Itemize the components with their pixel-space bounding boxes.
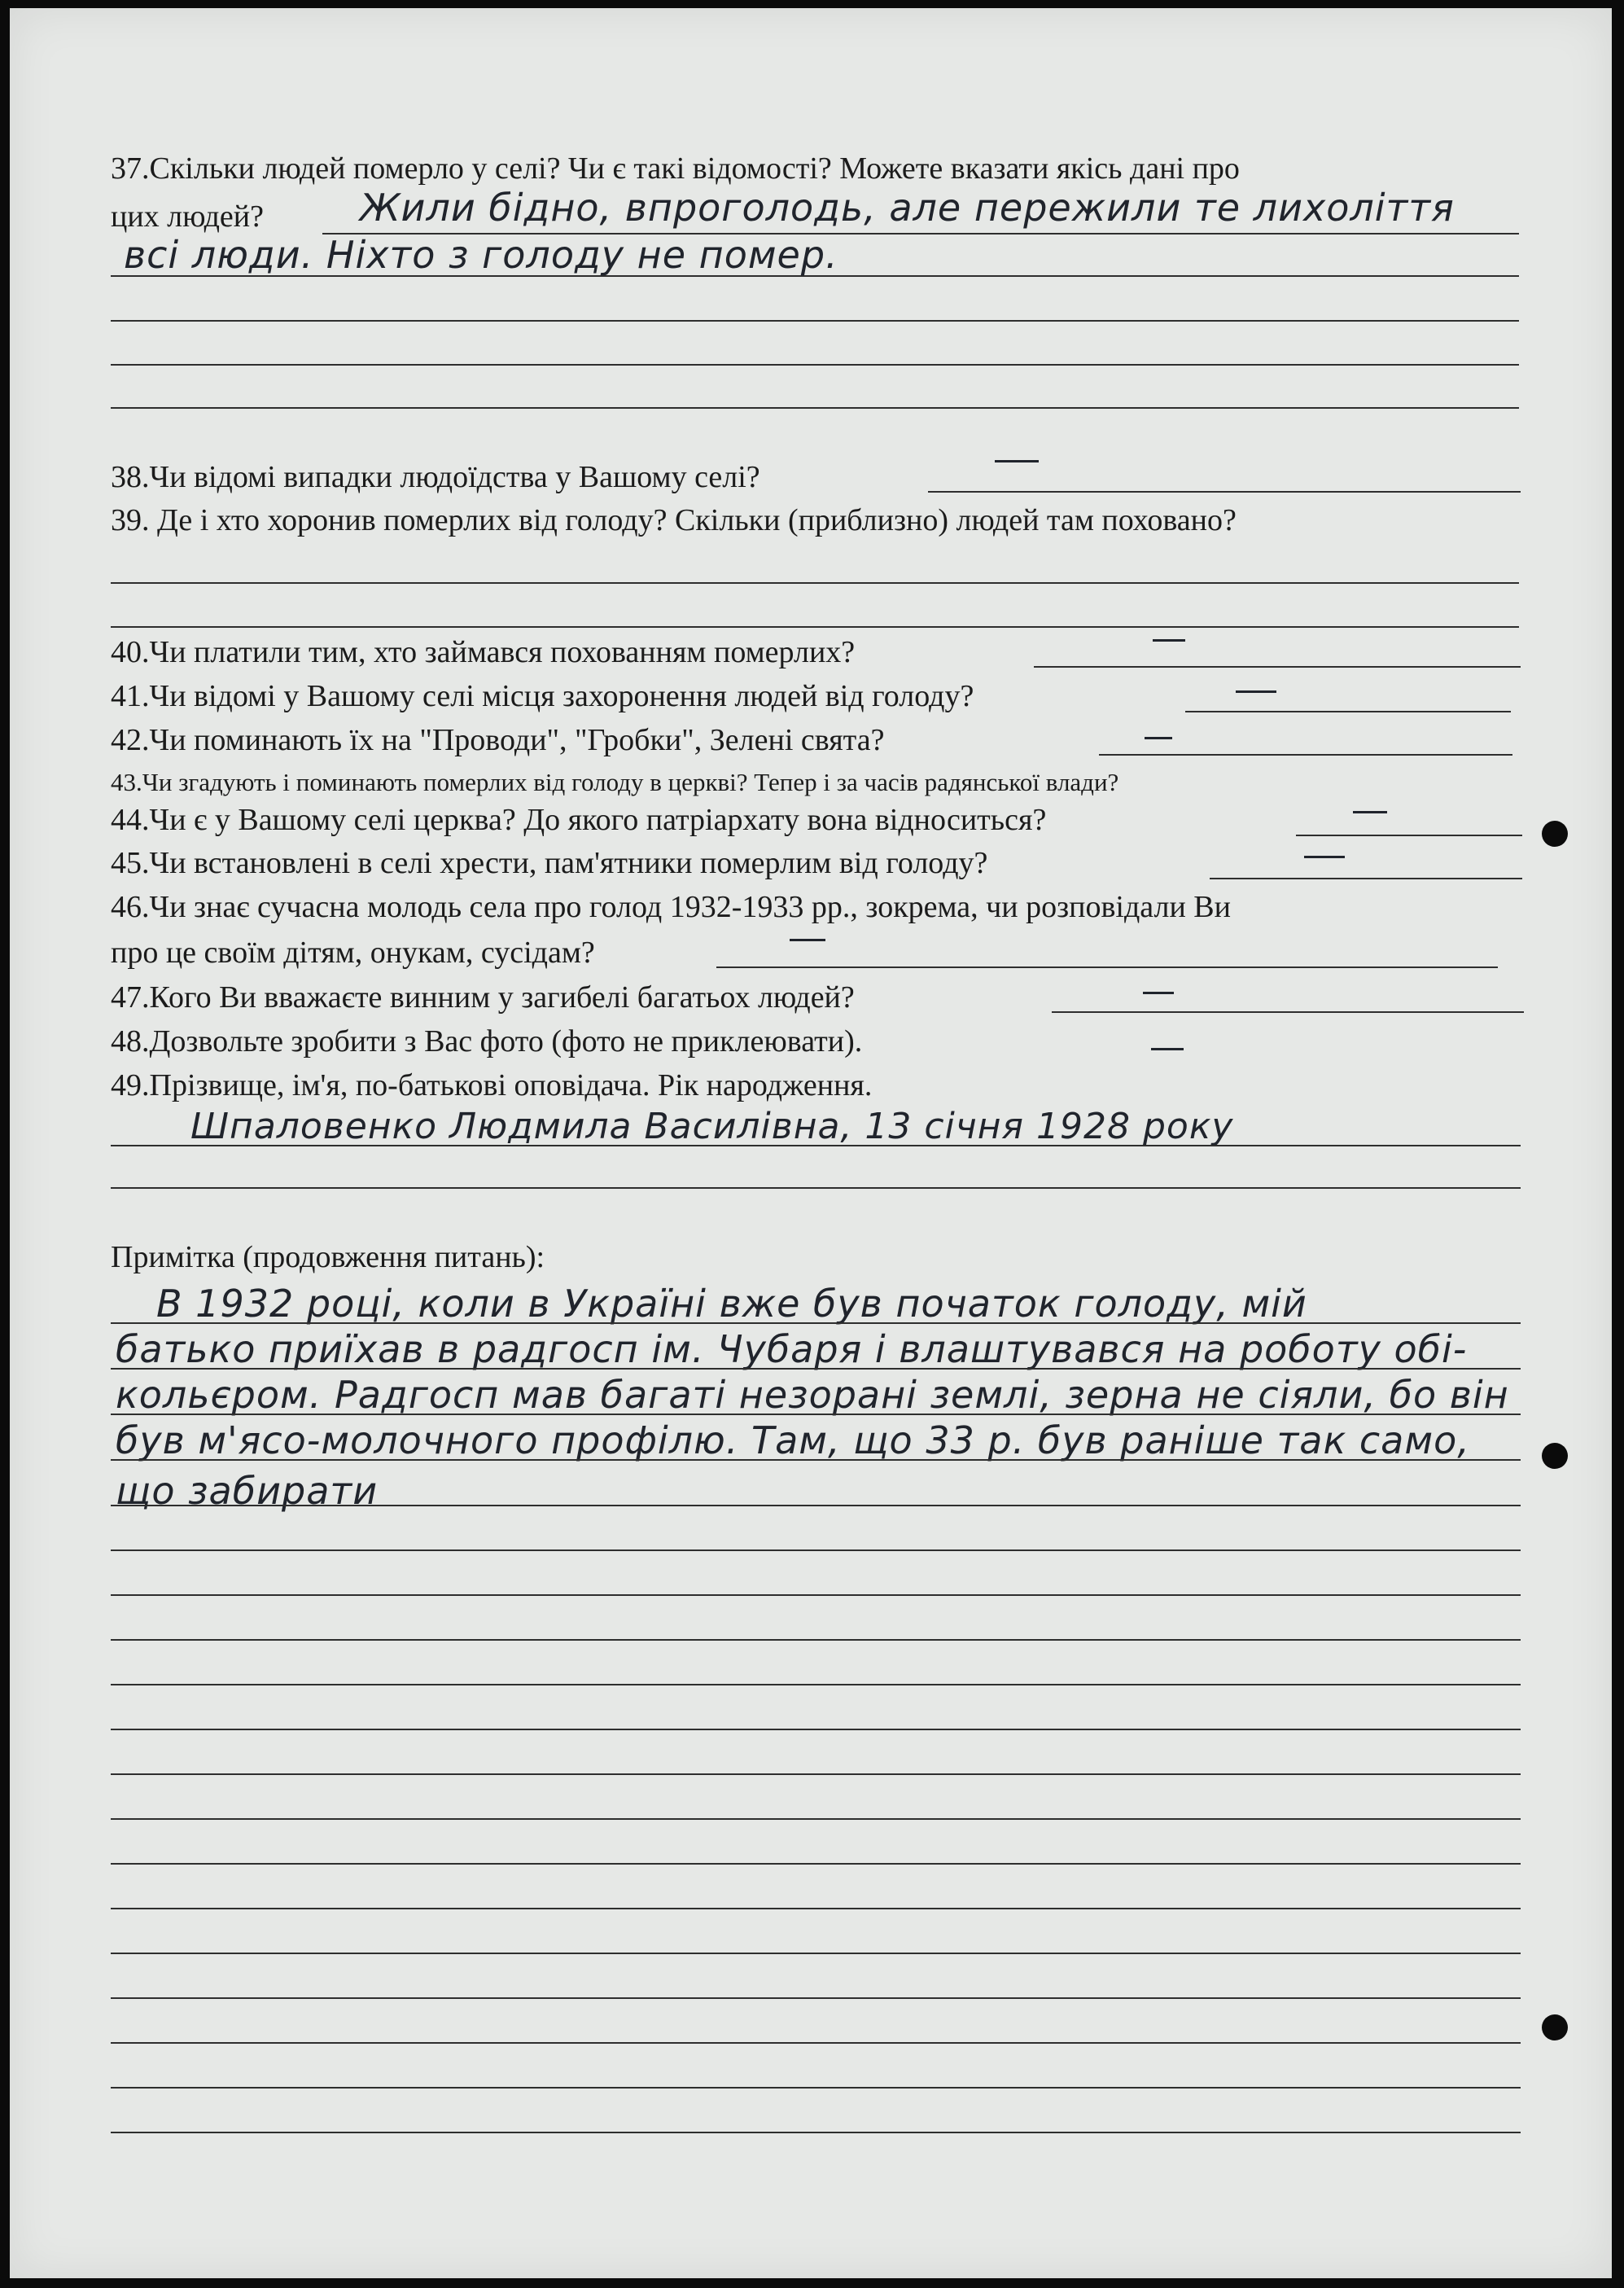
answer-line xyxy=(1099,754,1512,756)
answer-44-dash xyxy=(1353,811,1387,813)
note-line xyxy=(111,1639,1521,1641)
note-line xyxy=(111,1549,1521,1551)
answer-line xyxy=(1296,835,1522,836)
note-line xyxy=(111,1594,1521,1596)
question-46: 46.Чи знає сучасна молодь села про голод 1932-1933 рр., зокрема, чи розповідали Ви xyxy=(111,890,1231,924)
note-line xyxy=(111,1908,1521,1909)
answer-line xyxy=(111,320,1519,322)
answer-line xyxy=(1185,711,1511,712)
answer-47-dash xyxy=(1143,992,1174,994)
question-46-cont: про це своїм дітям, онукам, сусідам? xyxy=(111,936,595,970)
answer-38-dash xyxy=(995,460,1039,462)
question-38: 38.Чи відомі випадки людоїдства у Вашому селі? xyxy=(111,460,760,494)
question-37: 37.Скільки людей померло у селі? Чи є такі відомості? Можете вказати якісь дані про xyxy=(111,151,1240,186)
question-47: 47.Кого Ви вважаєте винним у загибелі багатьох людей? xyxy=(111,980,855,1015)
answer-line xyxy=(111,364,1519,366)
answer-line xyxy=(111,1187,1521,1189)
note-line xyxy=(111,1684,1521,1685)
question-48: 48.Дозвольте зробити з Вас фото (фото не приклеювати). xyxy=(111,1024,863,1059)
note-line-4: був м'ясо-молочного профілю. Там, що 33 р. був раніше так само, xyxy=(116,1418,1470,1462)
punch-hole xyxy=(1542,1443,1568,1469)
note-line xyxy=(111,1863,1521,1865)
answer-37-line-1: Жили бідно, впроголодь, але пережили те лихоліття xyxy=(360,186,1455,230)
note-line xyxy=(111,2087,1521,2089)
question-45: 45.Чи встановлені в селі хрести, пам'ятники померлим від голоду? xyxy=(111,846,988,880)
answer-line xyxy=(1034,666,1521,668)
note-line xyxy=(111,1953,1521,1954)
question-37-cont: цих людей? xyxy=(111,199,264,234)
note-line xyxy=(111,1414,1521,1415)
question-43: 43.Чи згадують і поминають померлих від голоду в церкві? Тепер і за часів радянської влади? xyxy=(111,768,1119,796)
answer-45-dash xyxy=(1304,856,1345,858)
questionnaire-page xyxy=(10,8,1612,2278)
answer-line xyxy=(716,966,1498,968)
question-41: 41.Чи відомі у Вашому селі місця захоронення людей від голоду? xyxy=(111,679,974,713)
question-40: 40.Чи платили тим, хто займався похованням померлих? xyxy=(111,635,856,669)
answer-line xyxy=(111,407,1519,409)
note-line-1: В 1932 році, коли в Україні вже був початок голоду, мій xyxy=(156,1282,1307,1326)
answer-37-line-2: всі люди. Ніхто з голоду не помер. xyxy=(124,233,838,277)
note-line xyxy=(111,2132,1521,2133)
answer-line xyxy=(1210,878,1522,879)
question-44: 44.Чи є у Вашому селі церква? До якого патріархату вона відноситься? xyxy=(111,803,1047,837)
note-line xyxy=(111,1368,1521,1370)
note-line xyxy=(111,1322,1521,1324)
answer-line xyxy=(928,491,1521,493)
note-line xyxy=(111,1818,1521,1820)
note-line xyxy=(111,1773,1521,1775)
answer-49-name: Шпаловенко Людмила Василівна, 13 січня 1928 року xyxy=(190,1106,1234,1147)
answer-48-dash xyxy=(1151,1048,1184,1050)
question-42: 42.Чи поминають їх на "Проводи", "Гробки", Зелені свята? xyxy=(111,723,885,757)
answer-46-dash xyxy=(790,939,825,941)
note-line xyxy=(111,2042,1521,2044)
note-line xyxy=(111,1997,1521,1999)
answer-line xyxy=(111,1145,1521,1146)
answer-40-dash xyxy=(1153,639,1185,642)
question-39: 39. Де і хто хоронив померлих від голоду? Скільки (приблизно) людей там поховано? xyxy=(111,503,1237,537)
note-line xyxy=(111,1729,1521,1730)
answer-line xyxy=(1052,1011,1524,1013)
note-line xyxy=(111,1505,1521,1506)
note-line-3: кольєром. Радгосп мав багаті незорані землі, зерна не сіяли, бо він xyxy=(116,1373,1509,1417)
answer-41-dash xyxy=(1236,690,1276,693)
answer-line xyxy=(111,582,1519,584)
note-line xyxy=(111,1459,1521,1461)
question-49: 49.Прізвище, ім'я, по-батькові оповідача. Рік народження. xyxy=(111,1068,873,1102)
punch-hole xyxy=(1542,2014,1568,2040)
answer-42-dash xyxy=(1145,737,1172,739)
answer-line xyxy=(111,626,1519,628)
note-line-5: що забирати xyxy=(116,1469,379,1513)
punch-hole xyxy=(1542,821,1568,847)
note-line-2: батько приїхав в радгосп ім. Чубаря і влаштувався на роботу обі- xyxy=(116,1327,1468,1371)
note-label: Примітка (продовження питань): xyxy=(111,1240,545,1274)
